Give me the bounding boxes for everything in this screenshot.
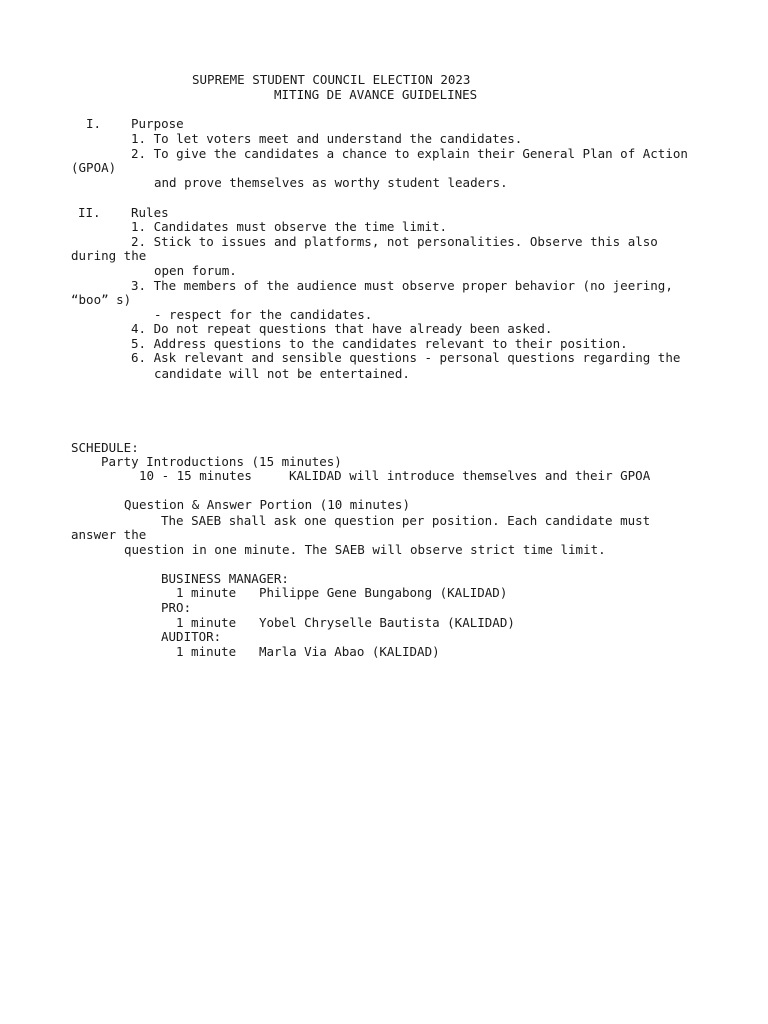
qa-title: Question & Answer Portion (10 minutes) — [124, 497, 410, 512]
rule-item-wrap: “boo” s) — [71, 292, 132, 307]
qa-desc: The SAEB shall ask one question per position. Each candidate must — [161, 513, 651, 528]
party-intro-desc: KALIDAD will introduce themselves and their GPOA — [289, 468, 651, 483]
rule-item: 6. Ask relevant and sensible questions - personal questions regarding the — [131, 350, 681, 365]
party-intro-time: 10 - 15 minutes — [139, 468, 252, 483]
rule-item: 1. Candidates must observe the time limit. — [131, 219, 448, 234]
purpose-item: 2. To give the candidates a chance to explain their General Plan of Action — [131, 146, 688, 161]
rule-item: 2. Stick to issues and platforms, not personalities. Observe this also — [131, 234, 658, 249]
party-intro-title: Party Introductions (15 minutes) — [101, 454, 342, 469]
rule-item: 4. Do not repeat questions that have already been asked. — [131, 321, 553, 336]
section-heading-purpose: Purpose — [131, 116, 184, 131]
purpose-item-continuation: and prove themselves as worthy student leaders. — [154, 175, 508, 190]
rule-item: 5. Address questions to the candidates relevant to their position. — [131, 336, 628, 351]
position-time: 1 minute — [176, 585, 237, 600]
section-heading-rules: Rules — [131, 205, 169, 220]
qa-desc-continuation: question in one minute. The SAEB will observe strict time limit. — [124, 542, 606, 557]
rule-item-continuation: open forum. — [154, 263, 237, 278]
qa-desc-wrap: answer the — [71, 527, 147, 542]
document-title: SUPREME STUDENT COUNCIL ELECTION 2023 — [192, 72, 471, 87]
position-candidate: Marla Via Abao (KALIDAD) — [259, 644, 440, 659]
rule-item-continuation: - respect for the candidates. — [154, 307, 373, 322]
purpose-item: 1. To let voters meet and understand the candidates. — [131, 131, 523, 146]
section-numeral-rules: II. — [78, 205, 101, 220]
position-label: PRO: — [161, 600, 192, 615]
position-time: 1 minute — [176, 615, 237, 630]
section-numeral-purpose: I. — [86, 116, 102, 131]
position-label: AUDITOR: — [161, 629, 222, 644]
position-time: 1 minute — [176, 644, 237, 659]
schedule-heading: SCHEDULE: — [71, 440, 139, 455]
purpose-item-wrap: (GPOA) — [71, 160, 117, 175]
rule-item: 3. The members of the audience must observe proper behavior (no jeering, — [131, 278, 673, 293]
document-subtitle: MITING DE AVANCE GUIDELINES — [274, 87, 478, 102]
rule-item-continuation: candidate will not be entertained. — [154, 366, 410, 381]
position-candidate: Philippe Gene Bungabong (KALIDAD) — [259, 585, 508, 600]
position-label: BUSINESS MANAGER: — [161, 571, 289, 586]
position-candidate: Yobel Chryselle Bautista (KALIDAD) — [259, 615, 515, 630]
rule-item-wrap: during the — [71, 248, 147, 263]
